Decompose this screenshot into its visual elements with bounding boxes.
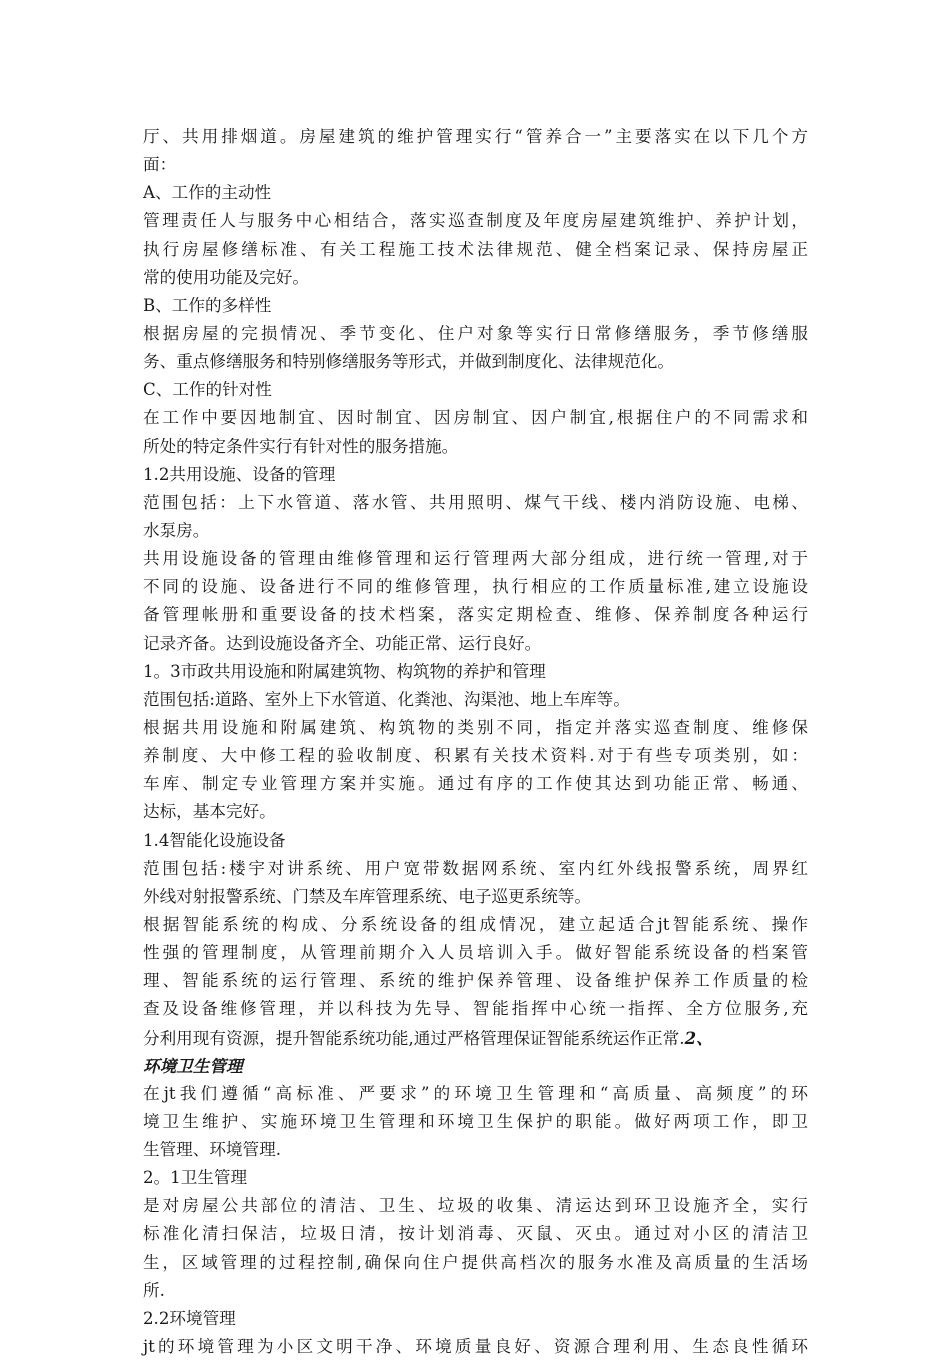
text-content: 1.4智能化设施设备	[143, 830, 286, 850]
text-line	[143, 1136, 808, 1164]
text-content: 养制度、大中修工程的验收制度、积累有关技术资料.对于有些专项类别，如：	[143, 746, 808, 766]
text-line	[143, 123, 808, 151]
text-line	[143, 827, 808, 855]
text-content: jt的环境管理为小区文明干净、环境质量良好、资源合理利用、生态良性循环	[143, 1337, 808, 1357]
text-line	[143, 1164, 808, 1192]
section-number: 2、	[684, 1027, 713, 1048]
text-line	[143, 798, 808, 826]
text-line	[143, 995, 808, 1023]
text-content: 1.2共用设施、设备的管理	[143, 464, 336, 484]
text-content: B、工作的多样性	[143, 295, 272, 315]
text-line	[143, 433, 808, 461]
text-line	[143, 1220, 808, 1248]
text-line	[143, 348, 808, 376]
text-content: 共用设施设备的管理由维修管理和运行管理两大部分组成，进行统一管理,对于	[143, 549, 808, 569]
text-content: 厅、共用排烟道。房屋建筑的维护管理实行“管养合一”主要落实在以下几个方	[143, 127, 808, 146]
text-line	[143, 770, 808, 798]
text-content: 根据房屋的完损情况、季节变化、住户对象等实行日常修缮服务，季节修缮服	[143, 323, 808, 343]
text-line	[143, 1333, 808, 1361]
text-line	[143, 461, 808, 489]
text-line	[143, 517, 808, 545]
text-content: 车库、制定专业管理方案并实施。通过有序的工作使其达到功能正常、畅通、	[143, 774, 808, 794]
text-content: 范围包括：上下水管道、落水管、共用照明、煤气干线、楼内消防设施、电梯、	[143, 492, 808, 512]
text-content: 1。3市政共用设施和附属建筑物、构筑物的养护和管理	[143, 661, 546, 681]
text-line	[143, 236, 808, 264]
text-content: 管理责任人与服务中心相结合，落实巡查制度及年度房屋建筑维护、养护计划，	[143, 211, 808, 231]
text-content: 2。1卫生管理	[143, 1168, 248, 1188]
text-line	[143, 1305, 808, 1333]
text-content: 常的使用功能及完好。	[143, 267, 309, 287]
text-content: 记录齐备。达到设施设备齐全、功能正常、运行良好。	[143, 633, 542, 653]
text-content: 范围包括:道路、室外上下水管道、化粪池、沟渠池、地上车库等。	[143, 689, 630, 709]
text-content: 外线对射报警系统、门禁及车库管理系统、电子巡更系统等。	[143, 886, 592, 906]
text-content: 务、重点修缮服务和特别修缮服务等形式，并做到制度化、法律规范化。	[143, 352, 674, 372]
text-line	[143, 939, 808, 967]
text-line	[143, 1052, 808, 1080]
text-line	[143, 404, 808, 432]
text-line	[143, 207, 808, 235]
text-content: C、工作的针对性	[143, 380, 272, 400]
text-content: 所.	[143, 1280, 165, 1300]
text-line	[143, 601, 808, 629]
text-content: 备管理帐册和重要设备的技术档案，落实定期检查、维修、保养制度各种运行	[143, 605, 808, 625]
text-content: 水泵房。	[143, 520, 210, 540]
text-line	[143, 292, 808, 320]
text-content: 是对房屋公共部位的清洁、卫生、垃圾的收集、清运达到环卫设施齐全，实行	[143, 1196, 808, 1216]
text-line	[143, 686, 808, 714]
text-content: 2.2环境管理	[143, 1308, 236, 1328]
text-line	[143, 1249, 808, 1277]
text-line	[143, 883, 808, 911]
text-content: 境卫生维护、实施环境卫生管理和环境卫生保护的职能。做好两项工作，即卫	[143, 1111, 808, 1131]
text-content: 生，区域管理的过程控制,确保向住户提供高档次的服务水准及高质量的生活场	[143, 1252, 808, 1272]
text-content: 在工作中要因地制宜、因时制宜、因房制宜、因户制宜,根据住户的不同需求和	[143, 408, 808, 428]
text-line	[143, 911, 808, 939]
text-content: 分利用现有资源，提升智能系统功能,通过严格管理保证智能系统运作正常.	[143, 1028, 685, 1048]
text-content: 在jt我们遵循“高标准、严要求”的环境卫生管理和“高质量、高频度”的环	[143, 1083, 808, 1103]
text-line	[143, 489, 808, 517]
section-heading: 环境卫生管理	[143, 1055, 243, 1076]
text-content: 所处的特定条件实行有针对性的服务措施。	[143, 436, 459, 456]
text-line	[143, 658, 808, 686]
text-line	[143, 1277, 808, 1305]
text-line	[143, 376, 808, 404]
text-line	[143, 179, 808, 207]
text-line	[143, 573, 808, 601]
text-content: 查及设备维修管理，并以科技为先导、智能指挥中心统一指挥、全方位服务,充	[143, 999, 808, 1019]
text-line	[143, 545, 808, 573]
text-content: 达标，基本完好。	[143, 802, 276, 822]
text-content: 范围包括:楼宇对讲系统、用户宽带数据网系统、室内红外线报警系统，周界红	[143, 858, 808, 878]
text-line	[143, 151, 808, 179]
text-line	[143, 320, 808, 348]
text-content: 面：	[143, 155, 177, 175]
text-content: 根据共用设施和附属建筑、构筑物的类别不同，指定并落实巡查制度、维修保	[143, 717, 808, 737]
text-line	[143, 1108, 808, 1136]
text-content: 不同的设施、设备进行不同的维修管理，执行相应的工作质量标准,建立设施设	[143, 577, 808, 597]
text-line	[143, 1024, 808, 1052]
text-content: 执行房屋修缮标准、有关工程施工技术法律规范、健全档案记录、保持房屋正	[143, 239, 808, 259]
text-line	[143, 1080, 808, 1108]
text-line	[143, 1192, 808, 1220]
text-line	[143, 264, 808, 292]
text-line	[143, 855, 808, 883]
text-content: 性强的管理制度，从管理前期介入人员培训入手。做好智能系统设备的档案管	[143, 943, 808, 963]
text-line	[143, 630, 808, 658]
text-content: 标准化清扫保洁，垃圾日清，按计划消毒、灭鼠、灭虫。通过对小区的清洁卫	[143, 1224, 808, 1244]
text-line	[143, 714, 808, 742]
text-line	[143, 742, 808, 770]
text-content: 根据智能系统的构成、分系统设备的组成情况，建立起适合jt智能系统、操作	[143, 914, 808, 934]
text-content: 生管理、环境管理.	[143, 1140, 282, 1160]
text-content: A、工作的主动性	[143, 183, 272, 203]
text-content: 理、智能系统的运行管理、系统的维护保养管理、设备维护保养工作质量的检	[143, 971, 808, 991]
document-page	[143, 123, 808, 1361]
text-line	[143, 967, 808, 995]
